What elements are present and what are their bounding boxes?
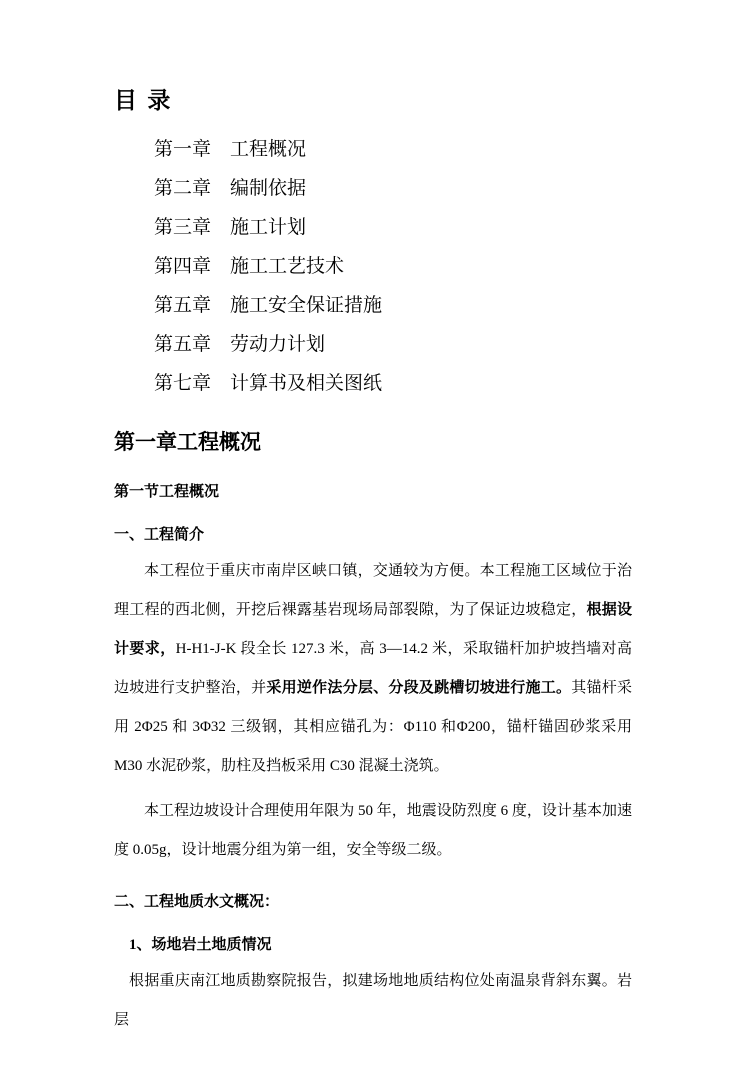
toc-entry-chapter-2: 第二章 编制依据 bbox=[154, 177, 307, 199]
subsection-geology-hydrology-heading: 二、工程地质水文概况： bbox=[114, 894, 280, 911]
subsection-project-intro-heading: 一、工程简介 bbox=[114, 527, 205, 544]
chapter-1-heading: 第一章工程概况 bbox=[114, 429, 261, 454]
toc-entry-chapter-6: 第五章 劳动力计划 bbox=[154, 333, 326, 355]
paragraph-design-life: 本工程边坡设计合理使用年限为 50 年，地震设防烈度 6 度，设计基本加速度 0.05g，设计地震分组为第一组，安全等级二级。 bbox=[114, 803, 632, 859]
paragraph-site-geology: 根据重庆南江地质勘察院报告，拟建场地地质结构位处南温泉背斜东翼。岩层 bbox=[114, 973, 632, 1029]
toc-entry-chapter-3: 第三章 施工计划 bbox=[154, 216, 307, 238]
toc-entry-chapter-5: 第五章 施工安全保证措施 bbox=[154, 294, 383, 316]
toc-entry-list bbox=[154, 130, 632, 403]
toc-title: 目录 bbox=[114, 88, 181, 113]
toc-entry-chapter-4: 第四章 施工工艺技术 bbox=[154, 255, 345, 277]
subsection-site-geology-heading: 1、场地岩土地质情况 bbox=[129, 937, 272, 954]
table-of-contents bbox=[114, 86, 632, 403]
toc-entry-chapter-1: 第一章 工程概况 bbox=[154, 138, 307, 160]
paragraph-project-intro: 本工程位于重庆市南岸区峡口镇，交通较为方便。本工程施工区域位于治理工程的西北侧，开挖后裸露基岩现场局部裂隙，为了保证边坡稳定，根据设计要求，H-H1-J-K 段全长 127.3 米，高 3—14.2 米，采取锚杆加护坡挡墙对高边坡进行支护整治，并采用逆作法分层、分段及跳槽切坡进行施工。其锚杆采用 2Φ25 和 3Φ32 三级钢，其相应锚孔为：Φ110 和Φ200，锚杆锚固砂浆采用 M30 水泥砂浆，肋柱及挡板采用 C30 混凝土浇筑。 bbox=[114, 563, 632, 775]
toc-entry-chapter-7: 第七章 计算书及相关图纸 bbox=[154, 372, 383, 394]
section-1-heading: 第一节工程概况 bbox=[114, 484, 220, 501]
